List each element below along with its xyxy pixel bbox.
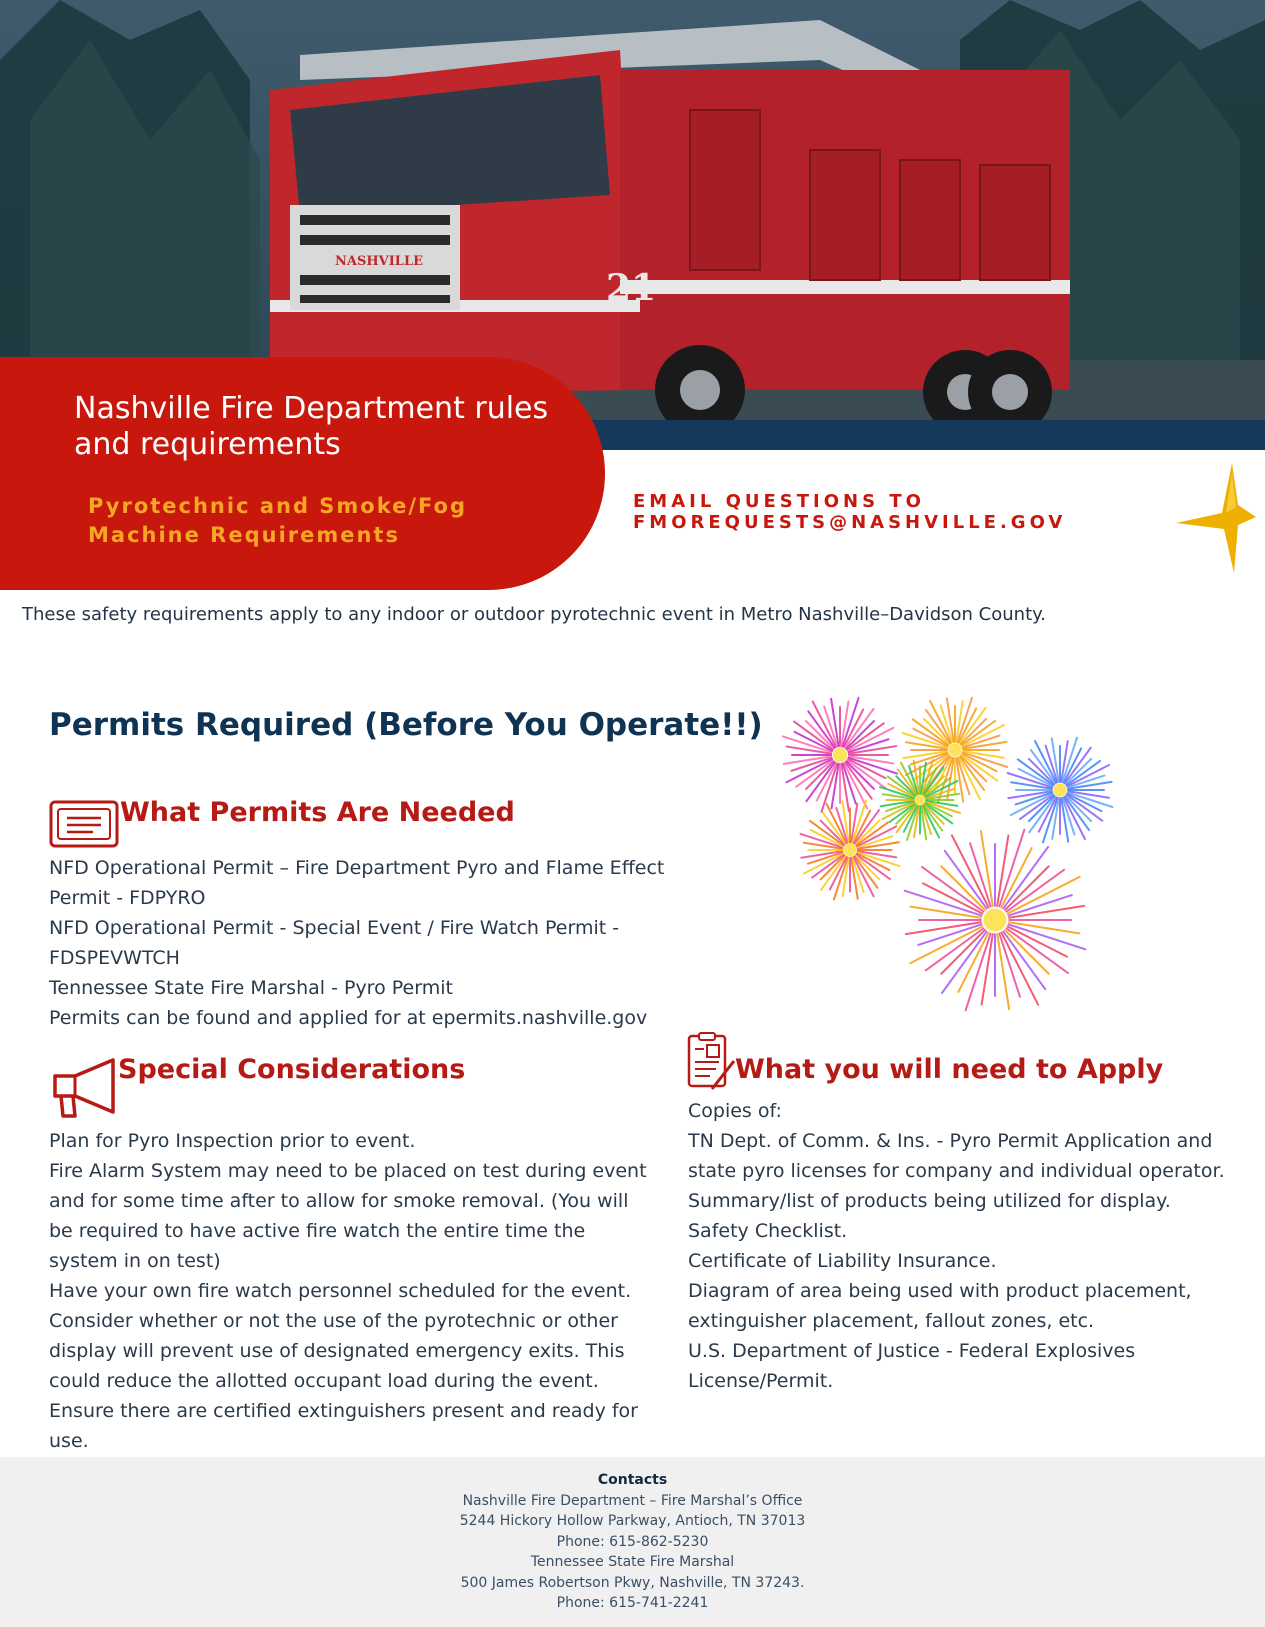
contact-line: Nashville Fire Department – Fire Marshal’s Office <box>462 1492 803 1509</box>
list-item: Copies of: <box>688 1100 782 1122</box>
list-item: NFD Operational Permit - Special Event / Fire Watch Permit - FDSPEVWTCH <box>49 917 620 969</box>
permits-needed-list <box>49 853 689 1033</box>
application-form-icon <box>686 1031 738 1093</box>
apply-heading: What you will need to Apply <box>735 1054 1164 1085</box>
list-item: Certificate of Liability Insurance. <box>688 1250 997 1272</box>
contacts-footer <box>0 1457 1265 1627</box>
page-subtitle: Pyrotechnic and Smoke/Fog Machine Requirements <box>88 494 468 547</box>
list-item: U.S. Department of Justice - Federal Explosives License/Permit. <box>688 1340 1136 1392</box>
list-item: TN Dept. of Comm. & Ins. - Pyro Permit Application and state pyro licenses for company and individual operator. <box>688 1130 1225 1182</box>
contact-line: Phone: 615-862-5230 <box>556 1533 709 1550</box>
title-panel <box>0 357 605 590</box>
list-item: Ensure there are certified extinguishers present and ready for use. <box>49 1400 638 1452</box>
contact-line: 500 James Robertson Pkwy, Nashville, TN 37243. <box>460 1574 805 1591</box>
contact-line: 5244 Hickory Hollow Parkway, Antioch, TN 37013 <box>459 1513 806 1529</box>
page-title: Nashville Fire Department rules and requirements <box>74 391 549 462</box>
fireworks-illustration <box>770 690 1130 1040</box>
truck-unit-number: 21 <box>606 267 657 309</box>
contact-line: Tennessee State Fire Marshal <box>530 1554 735 1570</box>
list-item: NFD Operational Permit – Fire Department Pyro and Flame Effect Permit - FDPYRO <box>49 857 665 909</box>
contact-line: Phone: 615-741-2241 <box>556 1595 709 1611</box>
contacts-title: Contacts <box>597 1472 668 1488</box>
list-item: Plan for Pyro Inspection prior to event. <box>49 1130 416 1152</box>
list-item: Summary/list of products being utilized for display. <box>688 1190 1171 1212</box>
intro-text: These safety requirements apply to any indoor or outdoor pyrotechnic event in Metro Nashville–Davidson County. <box>22 604 1046 625</box>
apply-list <box>688 1096 1228 1396</box>
list-item: Have your own fire watch personnel scheduled for the event. <box>49 1280 632 1302</box>
truck-brand-text: NASHVILLE <box>335 254 423 269</box>
permits-section-title: Permits Required (Before You Operate!!) <box>49 707 763 743</box>
star-icon <box>1136 463 1256 573</box>
permits-needed-heading: What Permits Are Needed <box>120 797 515 828</box>
list-item: Tennessee State Fire Marshal - Pyro Permit <box>49 977 453 999</box>
list-item: Fire Alarm System may need to be placed on test during event and for some time after to allow for smoke removal. (You will be required to have active fire watch the entire time the system in on test) <box>49 1160 647 1272</box>
email-address[interactable]: FMOREQUESTS@NASHVILLE.GOV <box>633 512 1067 533</box>
list-item: Diagram of area being used with product placement, extinguisher placement, fallout zones, etc. <box>688 1280 1192 1332</box>
special-considerations-list <box>49 1126 649 1456</box>
list-item: Consider whether or not the use of the pyrotechnic or other display will prevent use of designated emergency exits. This could reduce the allotted occupant load during the event. <box>49 1310 625 1392</box>
list-item: Permits can be found and applied for at epermits.nashville.gov <box>49 1007 648 1029</box>
email-label: EMAIL QUESTIONS TO <box>633 491 925 512</box>
permit-certificate-icon <box>49 800 119 848</box>
list-item: Safety Checklist. <box>688 1220 848 1242</box>
megaphone-icon <box>49 1056 119 1120</box>
email-questions <box>633 491 1093 533</box>
special-considerations-heading: Special Considerations <box>118 1054 466 1085</box>
